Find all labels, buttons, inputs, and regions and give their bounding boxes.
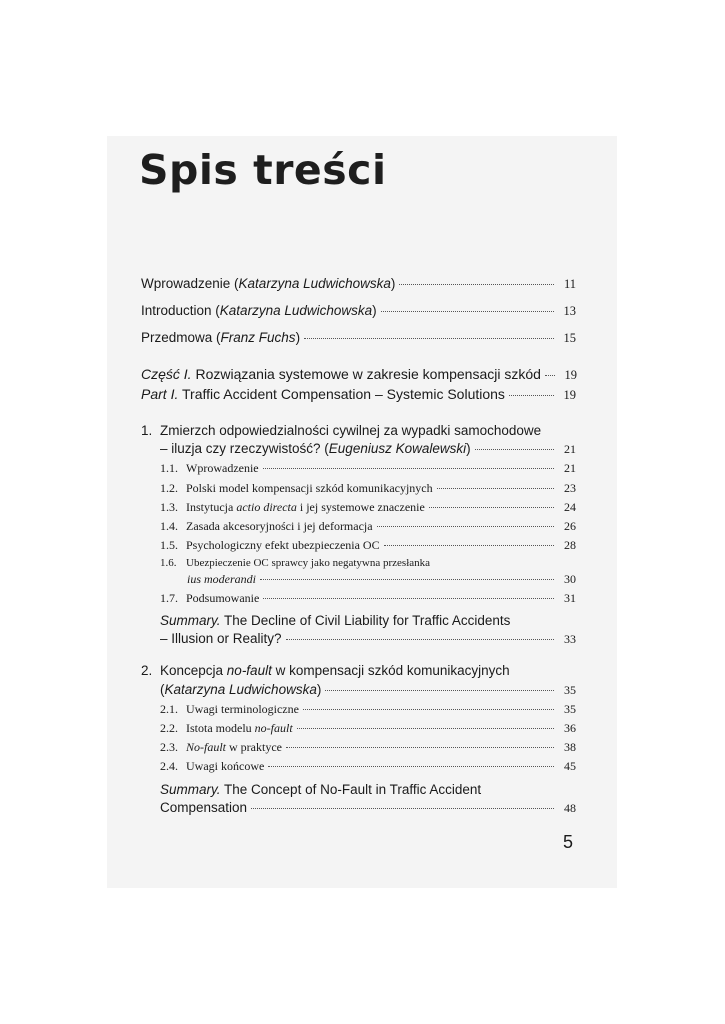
- page-ref: 19: [563, 388, 576, 402]
- leader-dots: [286, 639, 554, 640]
- page-ref: 15: [563, 331, 576, 345]
- leader-dots: [545, 375, 555, 376]
- leader-dots: [263, 598, 554, 599]
- toc-section-1-4[interactable]: 1.4. Zasada akcesoryjności i jej deformacja 26: [160, 519, 576, 533]
- leader-dots: [297, 728, 554, 729]
- leader-dots: [286, 747, 554, 748]
- leader-dots: [475, 449, 554, 450]
- chapter-title: Koncepcja no-fault w kompensacji szkód komunikacyjnych: [160, 663, 510, 678]
- toc-section-1-6-line2[interactable]: ius moderandi 30: [187, 572, 576, 586]
- leader-dots: [429, 507, 554, 508]
- toc-entry-introduction[interactable]: [141, 303, 576, 319]
- leader-dots: [509, 395, 554, 396]
- entry-label: Wprowadzenie (Katarzyna Ludwichowska): [141, 276, 396, 291]
- toc-summary-2-line1[interactable]: Summary. The Concept of No-Fault in Traffic Accident: [160, 782, 482, 797]
- leader-dots: [437, 488, 554, 489]
- toc-section-2-1[interactable]: 2.1. Uwagi terminologiczne 35: [160, 702, 576, 716]
- entry-label: Part I. Traffic Accident Compensation – Systemic Solutions: [141, 386, 505, 402]
- entry-label: Przedmowa (Franz Fuchs): [141, 330, 301, 345]
- toc-section-2-2[interactable]: 2.2. Istota modelu no-fault 36: [160, 721, 576, 735]
- toc-section-1-5[interactable]: 1.5. Psychologiczny efekt ubezpieczenia OC 28: [160, 538, 576, 552]
- page-ref: 11: [563, 277, 576, 291]
- leader-dots: [381, 311, 554, 312]
- toc-chapter-1-line2[interactable]: [160, 441, 576, 457]
- toc-chapter-2-line1[interactable]: 2. Koncepcja no-fault w kompensacji szkód komunikacyjnych: [141, 663, 510, 678]
- toc-summary-1-line2[interactable]: – Illusion or Reality? 33: [160, 631, 576, 646]
- chapter-title: Zmierzch odpowiedzialności cywilnej za wypadki samochodowe: [160, 423, 542, 438]
- leader-dots: [263, 468, 554, 469]
- toc-chapter-1-line1[interactable]: 1. Zmierzch odpowiedzialności cywilnej za wypadki samochodowe: [141, 423, 542, 438]
- entry-label: – iluzja czy rzeczywistość? (Eugeniusz Kowalewski): [160, 441, 471, 456]
- toc-section-1-7[interactable]: 1.7. Podsumowanie 31: [160, 591, 576, 605]
- leader-dots: [268, 766, 554, 767]
- page-title: Spis treści: [139, 146, 387, 194]
- leader-dots: [325, 690, 554, 691]
- toc-entry-przedmowa[interactable]: [141, 330, 576, 346]
- toc-section-1-1[interactable]: 1.1. Wprowadzenie 21: [160, 461, 576, 475]
- toc-section-1-3[interactable]: 1.3. Instytucja actio directa i jej systemowe znaczenie 24: [160, 500, 576, 514]
- toc-part-en[interactable]: [141, 386, 576, 403]
- entry-label: Introduction (Katarzyna Ludwichowska): [141, 303, 377, 318]
- page-ref: 19: [564, 368, 577, 382]
- toc-summary-1-line1[interactable]: Summary. The Decline of Civil Liability for Traffic Accidents: [160, 613, 511, 628]
- page-ref: 13: [563, 304, 576, 318]
- toc-entry-wprowadzenie[interactable]: [141, 276, 576, 292]
- leader-dots: [251, 808, 554, 809]
- toc-section-2-3[interactable]: 2.3. No-fault w praktyce 38: [160, 740, 576, 754]
- toc-section-2-4[interactable]: 2.4. Uwagi końcowe 45: [160, 759, 576, 773]
- toc-summary-2-line2[interactable]: Compensation 48: [160, 800, 576, 815]
- page-number: 5: [563, 832, 574, 852]
- leader-dots: [377, 526, 554, 527]
- toc-section-1-6-line1[interactable]: 1.6. Ubezpieczenie OC sprawcy jako negatywna przesłanka: [160, 557, 431, 569]
- leader-dots: [304, 338, 554, 339]
- toc-part-pl[interactable]: [141, 366, 576, 383]
- leader-dots: [303, 709, 554, 710]
- page-ref: 21: [564, 442, 576, 456]
- leader-dots: [384, 545, 554, 546]
- entry-label: Część I. Rozwiązania systemowe w zakresie kompensacji szkód: [141, 366, 541, 382]
- leader-dots: [399, 284, 554, 285]
- toc-section-1-2[interactable]: 1.2. Polski model kompensacji szkód komunikacyjnych 23: [160, 481, 576, 495]
- toc-chapter-2-line2[interactable]: (Katarzyna Ludwichowska) 35: [160, 682, 576, 697]
- leader-dots: [260, 579, 554, 580]
